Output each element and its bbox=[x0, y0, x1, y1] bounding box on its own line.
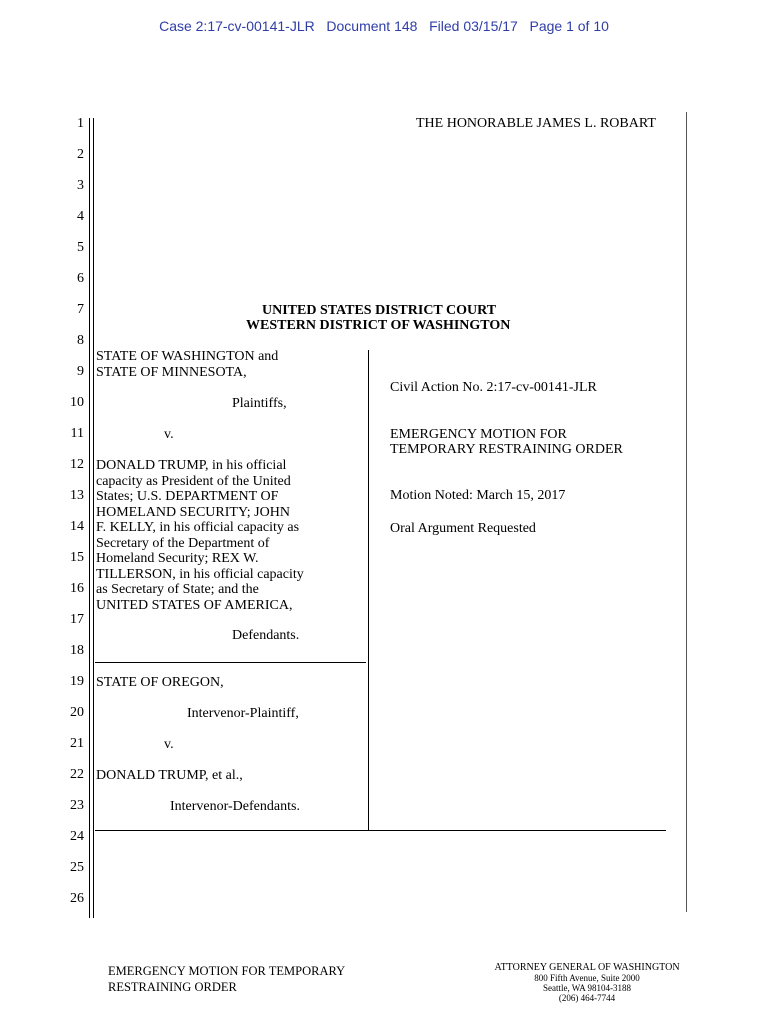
caption-bottom-rule bbox=[95, 830, 666, 831]
line-number: 9 bbox=[77, 364, 84, 379]
plaintiff-line2: STATE OF MINNESOTA, bbox=[96, 365, 247, 380]
motion-title-line1: EMERGENCY MOTION FOR bbox=[390, 427, 567, 442]
line-number: 8 bbox=[77, 333, 84, 348]
footer-attorney-block bbox=[480, 963, 694, 1003]
line-number: 22 bbox=[70, 767, 84, 782]
line-number: 2 bbox=[77, 147, 84, 162]
caption-mid-rule bbox=[95, 662, 366, 663]
right-margin-rule bbox=[686, 112, 687, 912]
intervenor-defendant: DONALD TRUMP, et al., bbox=[96, 768, 243, 783]
civil-action-number: Civil Action No. 2:17-cv-00141-JLR bbox=[390, 380, 597, 395]
court-name-line2: WESTERN DISTRICT OF WASHINGTON bbox=[246, 318, 511, 333]
line-number: 23 bbox=[70, 798, 84, 813]
intervenor-plaintiff: STATE OF OREGON, bbox=[96, 675, 224, 690]
line-number: 24 bbox=[70, 829, 84, 844]
defendants-line: TILLERSON, in his official capacity bbox=[96, 566, 304, 582]
footer-address-line1: 800 Fifth Avenue, Suite 2000 bbox=[534, 973, 640, 983]
defendants-role: Defendants. bbox=[232, 628, 300, 643]
left-margin-rule-inner bbox=[93, 118, 94, 918]
line-number: 1 bbox=[77, 116, 84, 131]
motion-noted-date: Motion Noted: March 15, 2017 bbox=[390, 488, 566, 503]
defendants-line: as Secretary of State; and the bbox=[96, 582, 259, 597]
line-number: 16 bbox=[70, 581, 84, 596]
footer-title-line1: EMERGENCY MOTION FOR TEMPORARY bbox=[108, 964, 346, 978]
line-number: 19 bbox=[70, 674, 84, 689]
caption-vertical-rule bbox=[368, 350, 369, 831]
line-number: 4 bbox=[77, 209, 84, 224]
footer-address-line2: Seattle, WA 98104-3188 bbox=[542, 983, 632, 993]
defendants-line: capacity as President of the United bbox=[96, 473, 291, 489]
line-number: 25 bbox=[70, 860, 84, 875]
plaintiffs-role: Plaintiffs, bbox=[232, 396, 287, 411]
line-number: 26 bbox=[70, 891, 84, 906]
footer-attorney-office: ATTORNEY GENERAL OF WASHINGTON bbox=[494, 962, 680, 973]
intervenor-plaintiff-role: Intervenor-Plaintiff, bbox=[187, 706, 299, 721]
defendants-line: DONALD TRUMP, in his official bbox=[96, 458, 287, 473]
case-header: Case 2:17-cv-00141-JLR Document 148 Filed 03/15/17 Page 1 of 10 bbox=[159, 18, 609, 34]
defendants-line: HOMELAND SECURITY; JOHN bbox=[96, 504, 290, 520]
line-number: 15 bbox=[70, 550, 84, 565]
footer-title-line2: RESTRAINING ORDER bbox=[108, 980, 237, 994]
line-number: 17 bbox=[70, 612, 84, 627]
line-number: 13 bbox=[70, 488, 84, 503]
line-number: 12 bbox=[70, 457, 84, 472]
defendants-line: F. KELLY, in his official capacity as bbox=[96, 520, 300, 535]
motion-title-line2: TEMPORARY RESTRAINING ORDER bbox=[390, 442, 623, 457]
versus-2: v. bbox=[164, 737, 174, 752]
court-name-line1: UNITED STATES DISTRICT COURT bbox=[262, 303, 497, 318]
line-number: 3 bbox=[77, 178, 84, 193]
line-number: 14 bbox=[70, 519, 84, 534]
defendants-line: Homeland Security; REX W. bbox=[96, 551, 259, 566]
line-number: 6 bbox=[77, 271, 84, 286]
defendants-line: Secretary of the Department of bbox=[96, 535, 270, 551]
line-number: 11 bbox=[70, 426, 84, 441]
line-number: 21 bbox=[70, 736, 84, 751]
line-number: 7 bbox=[77, 302, 84, 317]
line-number: 5 bbox=[77, 240, 84, 255]
oral-argument: Oral Argument Requested bbox=[390, 521, 536, 536]
judge-name: THE HONORABLE JAMES L. ROBART bbox=[416, 116, 656, 131]
versus-1: v. bbox=[164, 427, 174, 442]
defendants-line: UNITED STATES OF AMERICA, bbox=[96, 597, 293, 613]
footer-phone: (206) 464-7744 bbox=[558, 993, 616, 1003]
line-number: 10 bbox=[70, 395, 84, 410]
defendants-line: States; U.S. DEPARTMENT OF bbox=[96, 489, 279, 504]
footer-document-title bbox=[108, 963, 368, 995]
intervenor-defendant-role: Intervenor-Defendants. bbox=[170, 799, 300, 814]
line-number: 18 bbox=[70, 643, 84, 658]
plaintiff-line1: STATE OF WASHINGTON and bbox=[96, 349, 279, 364]
left-margin-rule-outer bbox=[89, 118, 90, 918]
line-number: 20 bbox=[70, 705, 84, 720]
